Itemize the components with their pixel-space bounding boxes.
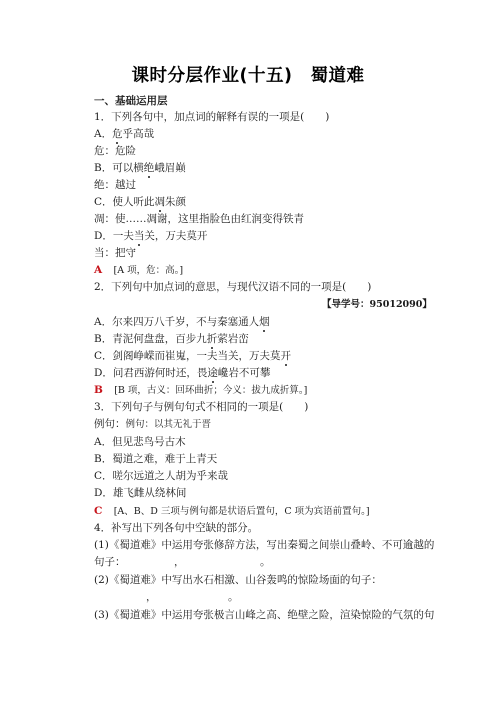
q2-reference-number: 【导学号：95012090】 <box>322 299 432 310</box>
q1-stem: 1．下列各句中，加点词的解释有误的一项是( ) <box>94 111 330 123</box>
section-heading: 一、基础运用层 <box>94 95 168 107</box>
page-title: 课时分层作业(十五) 蜀道难 <box>131 66 365 86</box>
q4-part1-line2 <box>94 556 271 569</box>
q2-answer <box>94 384 307 397</box>
q3-answer <box>94 505 370 518</box>
q1-option-a: A．危乎高哉 <box>94 128 155 140</box>
q3-example-text: 例句：以其无礼于晋 <box>125 419 212 430</box>
q3-option-c: C．嗟尔远道之人胡为乎来哉 <box>94 470 229 482</box>
q1-option-c-gloss: 凋：使……凋谢，这里指脸色由红润变得铁青 <box>94 213 304 225</box>
q1-answer-text: [A 项，危：高。] <box>113 265 184 276</box>
q4-part3-line1: (3)《蜀道难》中运用夸张极言山峰之高、绝壁之险，渲染惊险的气氛的句 <box>94 609 435 621</box>
q2-option-c: C．剑阁峥嵘而崔嵬，一夫当关，万夫莫开 <box>94 350 292 362</box>
q4-part1-period: 。 <box>260 556 271 568</box>
q3-answer-text: [A、B、D 三项与例句都是状语后置句，C 项为宾语前置句。] <box>113 506 370 517</box>
q3-stem: 3．下列句子与例句句式不相同的一项是( ) <box>94 401 309 413</box>
q2-option-a: A．尔来四万八千岁，不与秦塞通人烟 <box>94 316 270 328</box>
q1-answer <box>94 264 183 277</box>
q3-option-b: B．蜀道之难，难于上青天 <box>94 453 218 465</box>
q3-option-d: D．雄飞雌从绕林间 <box>94 487 187 499</box>
q1-option-c: C．使人听此凋朱颜 <box>94 196 187 208</box>
q1-option-d-gloss: 当：把守 <box>94 247 136 259</box>
q1-option-b-gloss: 绝：越过 <box>94 179 136 191</box>
q1-option-a-gloss: 危：危险 <box>94 145 136 157</box>
q3-option-a: A．但见悲鸟号古木 <box>94 436 186 448</box>
q3-answer-letter: C <box>94 505 103 517</box>
q2-option-b: B．青泥何盘盘，百步九折萦岩峦 <box>94 333 249 345</box>
q2-option-d: D．问君西游何时还，畏途巉岩不可攀 <box>94 367 271 379</box>
q4-part1-comma: ， <box>174 556 185 568</box>
q2-answer-text: [B 项，古义：回环曲折；今义：拔九成折算。] <box>114 385 308 396</box>
q4-part1-line1: (1)《蜀道难》中运用夸张修辞方法，写出秦蜀之间崇山叠岭、不可逾越的 <box>94 539 435 551</box>
q4-stem: 4．补写出下列各句中空缺的部分。 <box>94 522 259 534</box>
q1-option-b: B．可以横绝峨眉巅 <box>94 162 186 174</box>
q4-part2-period: 。 <box>228 591 239 603</box>
q4-part2-line1: (2)《蜀道难》中写出水石相激、山谷轰鸣的惊险场面的句子： <box>94 574 382 586</box>
q4-part2-comma: ， <box>146 591 157 603</box>
q1-answer-letter: A <box>94 264 103 276</box>
q2-stem: 2．下列句中加点词的意思，与现代汉语不同的一项是( ) <box>94 281 372 293</box>
q1-option-d: D．一夫当关，万夫莫开 <box>94 230 208 242</box>
q3-example: 例句：例句：以其无礼于晋 <box>94 418 212 430</box>
q4-part1-label: 句子： <box>94 556 126 568</box>
q2-answer-letter: B <box>94 384 103 396</box>
